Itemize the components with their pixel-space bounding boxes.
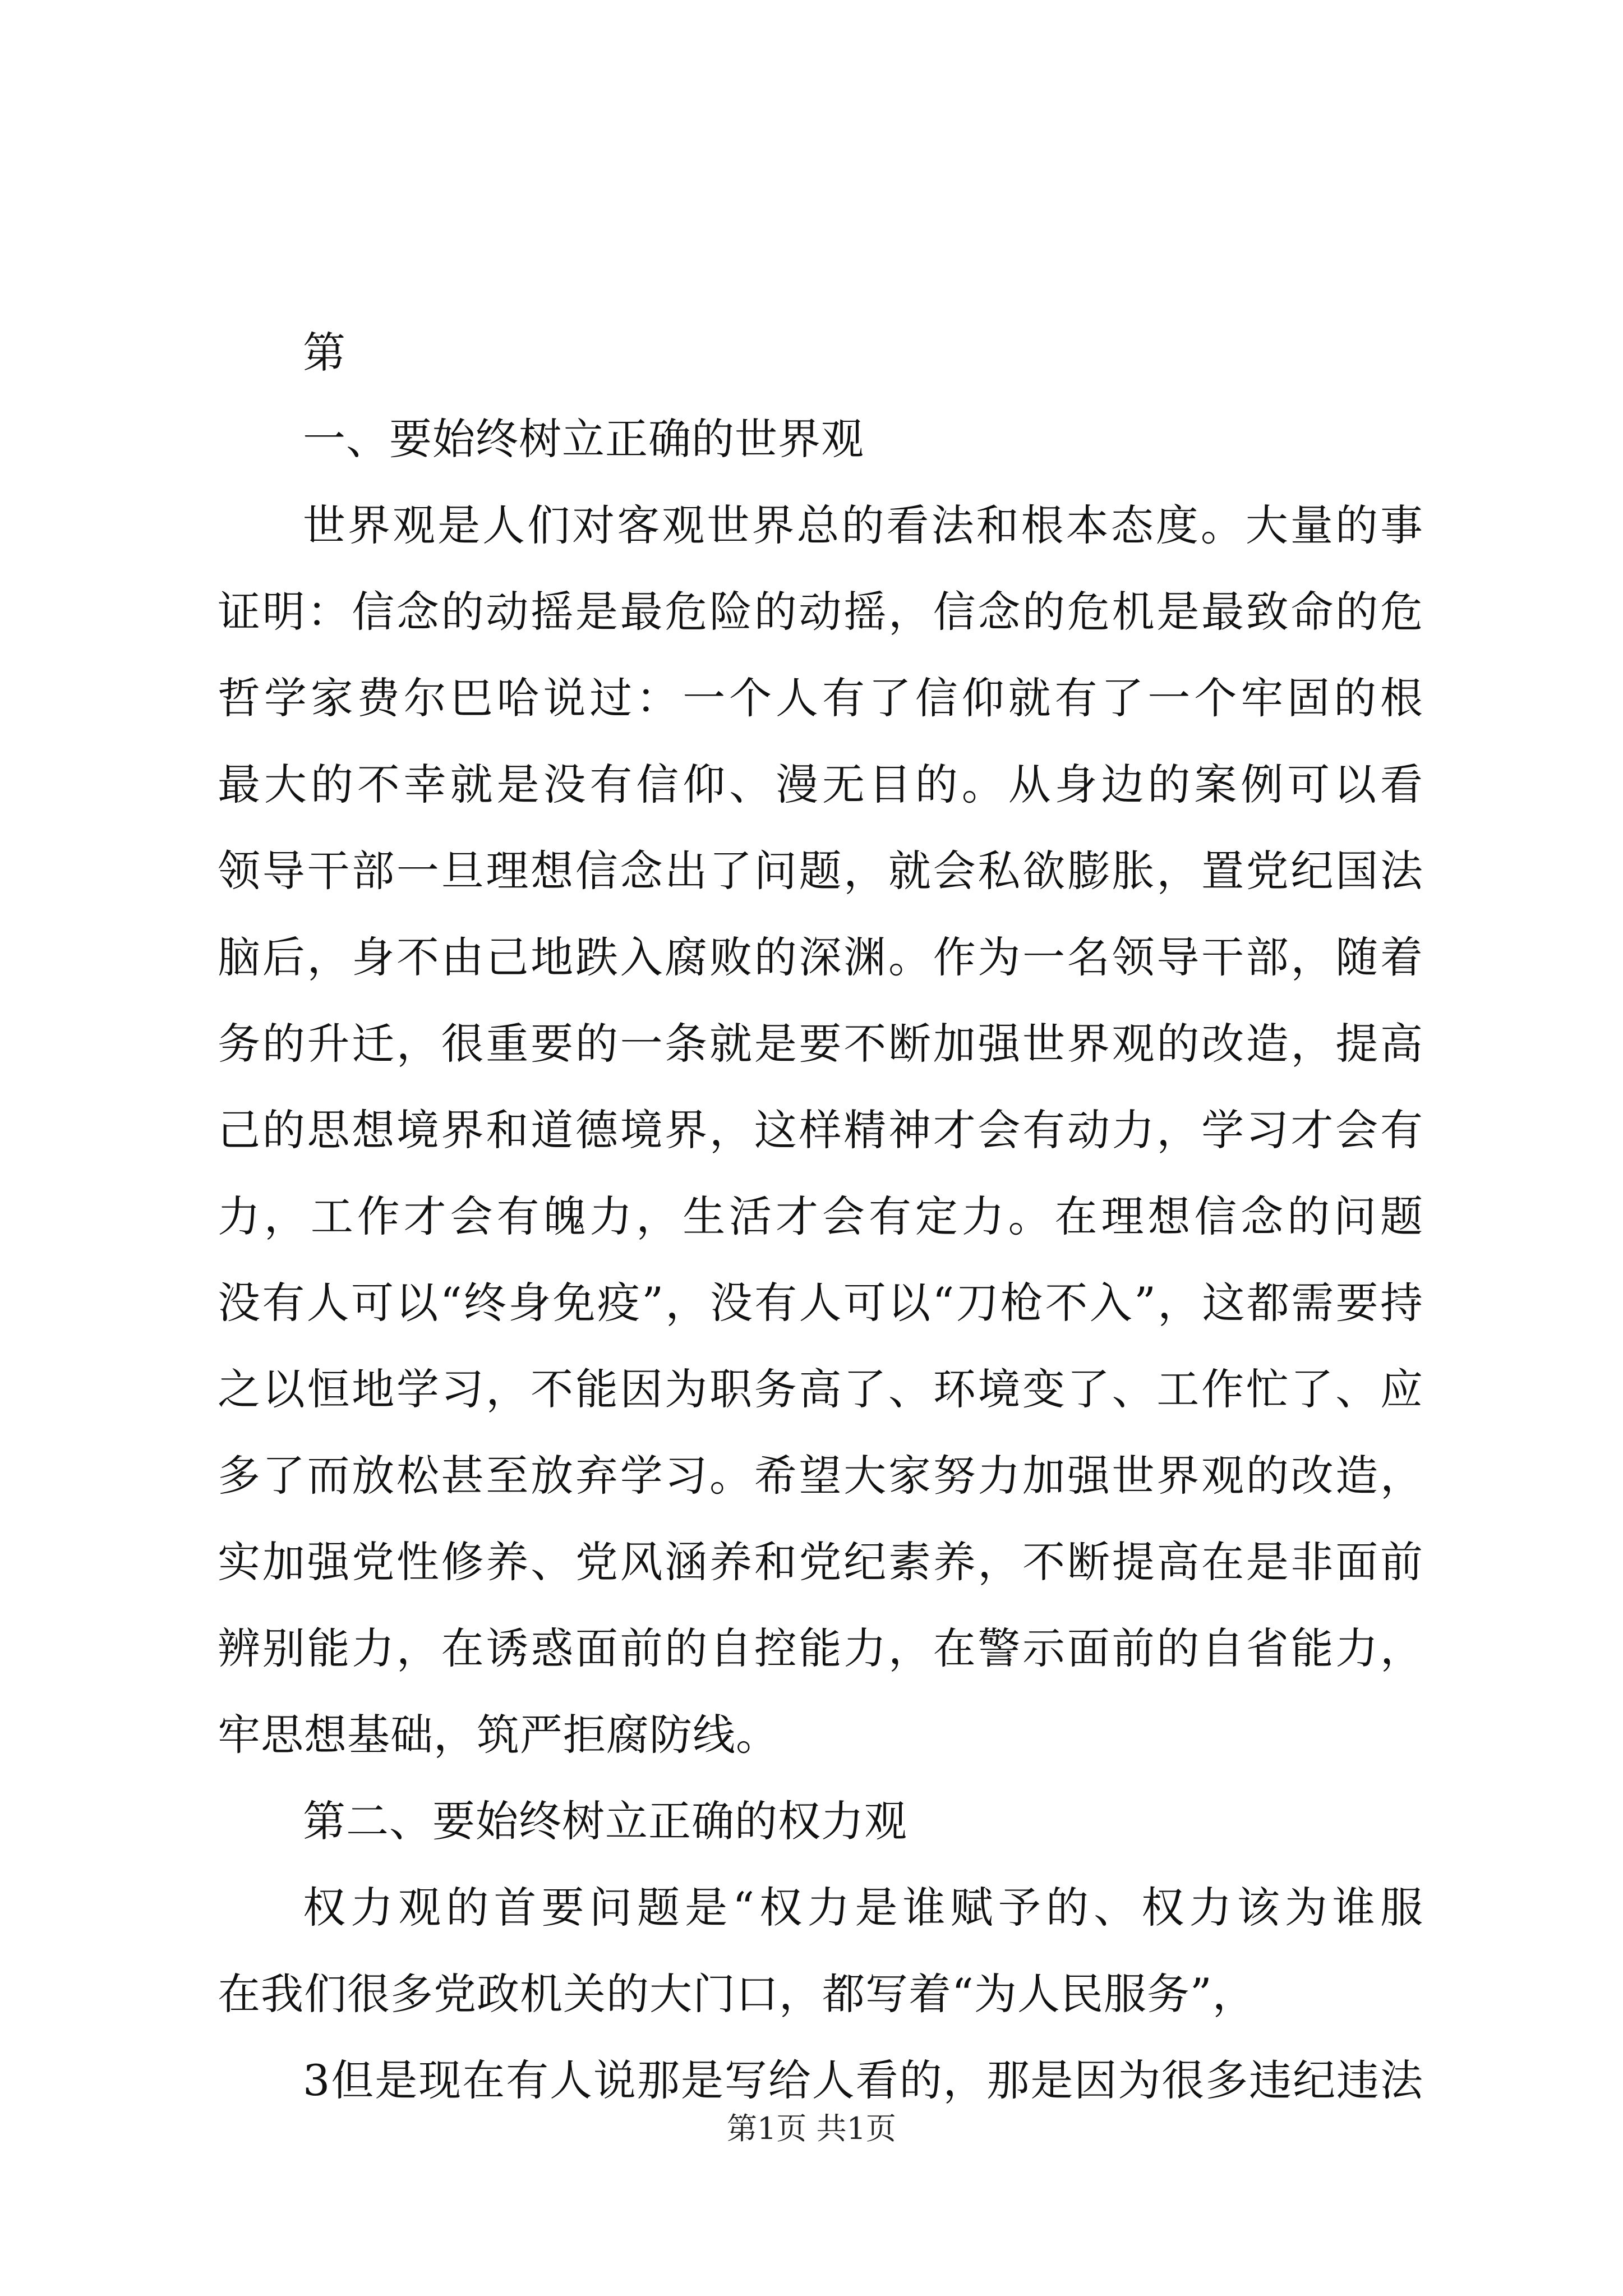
section-heading: 一、要始终树立正确的世界观 (303, 414, 864, 464)
text-line: 哲学家费尔巴哈说过：一个人有了信仰就有了一个牢固的根 (218, 673, 1423, 723)
text-line: 实加强党性修养、党风涵养和党纪素养，不断提高在是非面前 (218, 1537, 1423, 1587)
text-line: 牢思想基础，筑严拒腐防线。 (218, 1710, 779, 1760)
text-line: 力，工作才会有魄力，生活才会有定力。在理想信念的问题 (218, 1191, 1423, 1241)
text-line: 辨别能力，在诱惑面前的自控能力，在警示面前的自省能力， (218, 1623, 1423, 1673)
section-heading: 第二、要始终树立正确的权力观 (303, 1796, 907, 1846)
text-line: 3但是现在有人说那是写给人看的，那是因为很多违纪违法 (303, 2055, 1423, 2105)
document-body (218, 310, 1423, 2124)
text-line: 多了而放松甚至放弃学习。希望大家努力加强世界观的改造， (218, 1451, 1423, 1501)
text-line: 权力观的首要问题是“权力是谁赋予的、权力该为谁服 (303, 1883, 1423, 1932)
text-line: 证明：信念的动摇是最危险的动摇，信念的危机是最致命的危 (218, 587, 1423, 637)
text-line: 没有人可以“终身免疫”，没有人可以“刀枪不入”，这都需要持 (218, 1278, 1423, 1328)
page-footer: 第1页 共1页 (727, 2111, 896, 2146)
text-line: 务的升迁，很重要的一条就是要不断加强世界观的改造，提高 (218, 1019, 1423, 1069)
text-line: 世界观是人们对客观世界总的看法和根本态度。大量的事 (303, 500, 1423, 550)
text-line: 脑后，身不由己地跌入腐败的深渊。作为一名领导干部，随着 (218, 932, 1423, 982)
text-line: 第 (303, 328, 346, 378)
text-line: 最大的不幸就是没有信仰、漫无目的。从身边的案例可以看 (218, 760, 1423, 809)
text-line: 之以恒地学习，不能因为职务高了、环境变了、工作忙了、应 (218, 1364, 1423, 1414)
text-line: 在我们很多党政机关的大门口，都写着“为人民服务”， (218, 1969, 1256, 2019)
text-line: 己的思想境界和道德境界，这样精神才会有动力，学习才会有 (218, 1105, 1423, 1155)
text-line: 领导干部一旦理想信念出了问题，就会私欲膨胀，置党纪国法 (218, 846, 1423, 896)
